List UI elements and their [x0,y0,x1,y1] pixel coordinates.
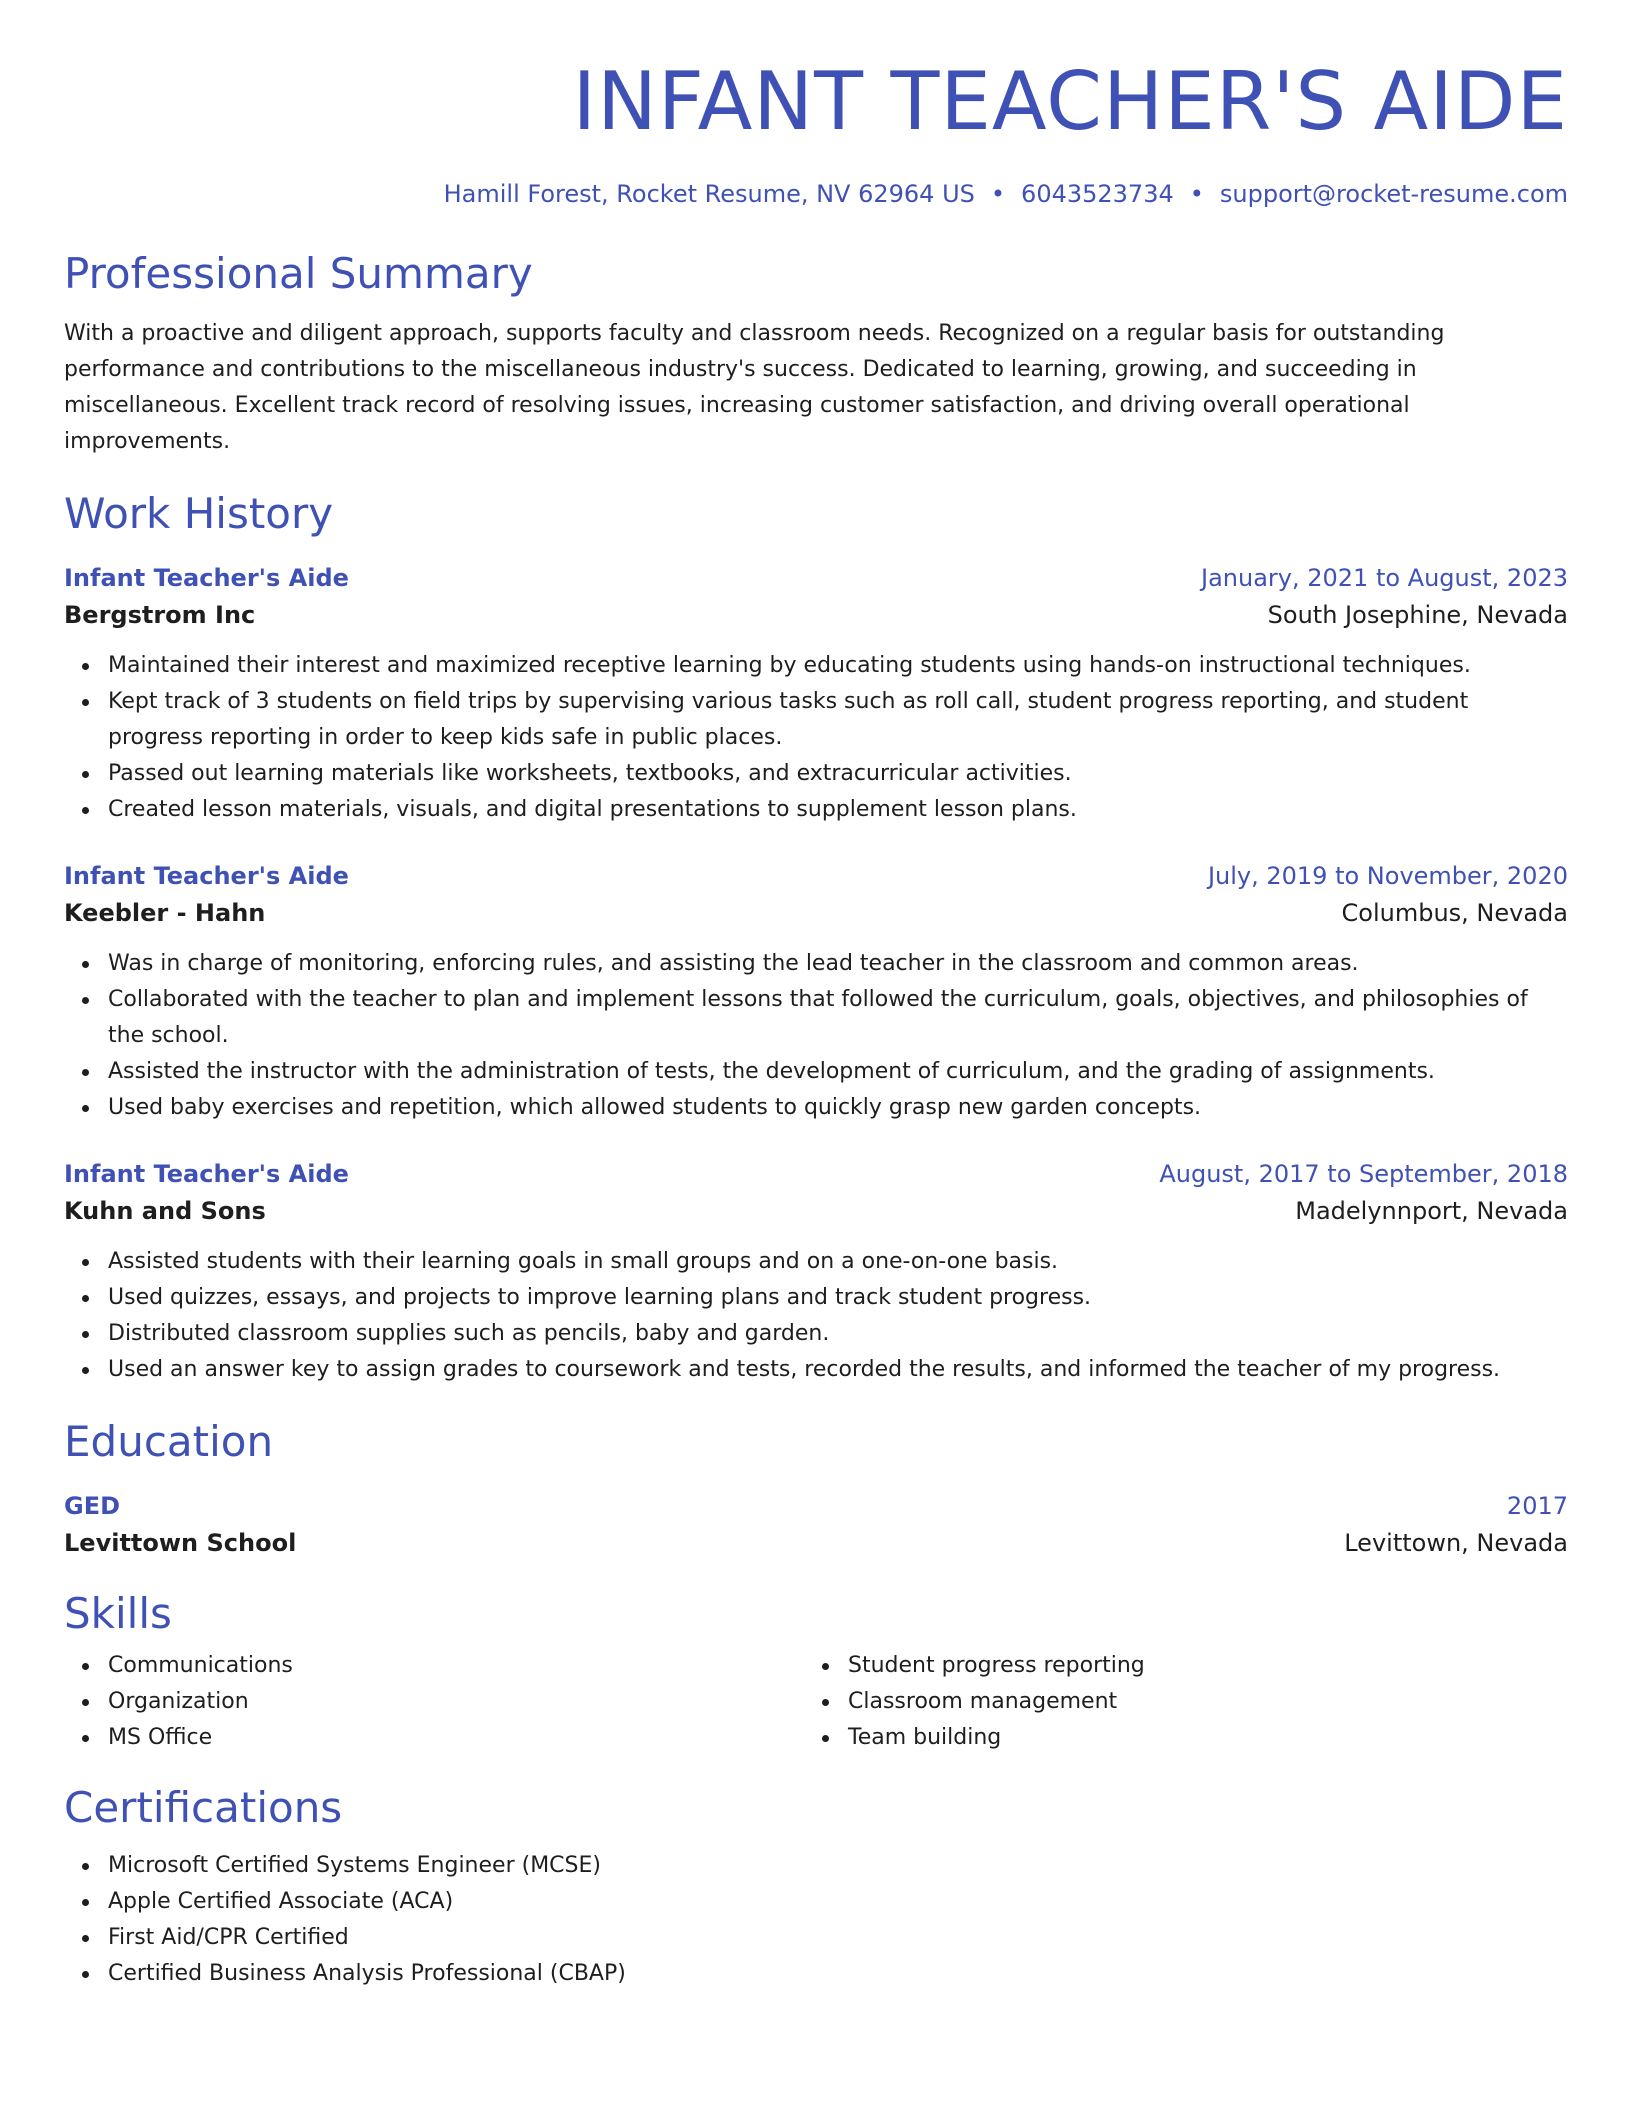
list-item: Used quizzes, essays, and projects to improve learning plans and track student progress. [108,1280,1568,1316]
contact-separator: • [990,180,1006,208]
skills-column-left [64,1648,804,1756]
job-header-row [64,858,1568,894]
contact-email[interactable]: support@rocket-resume.com [1219,180,1568,208]
job-company-row [64,1192,1568,1230]
job-company: Bergstrom Inc [64,601,256,629]
job-location: Columbus, Nevada [1341,899,1568,927]
skills-heading: Skills [64,1589,172,1638]
job-company-row [64,596,1568,634]
job-dates: July, 2019 to November, 2020 [1207,862,1568,890]
list-item: Used an answer key to assign grades to coursework and tests, recorded the results, and informed the teacher of my progress. [108,1352,1568,1388]
certifications-list [64,1848,1568,1992]
skills-grid [64,1648,1568,1756]
skills-column-right [804,1648,1544,1756]
list-item: Certified Business Analysis Professional (CBAP) [108,1956,1568,1992]
job-entry [64,560,1568,828]
list-item: Passed out learning materials like worksheets, textbooks, and extracurricular activities. [108,756,1568,792]
list-item: Student progress reporting [848,1648,1544,1684]
resume-name: INFANT TEACHER'S AIDE [572,55,1568,148]
summary-heading: Professional Summary [64,249,533,298]
job-dates: August, 2017 to September, 2018 [1159,1160,1568,1188]
job-bullets [64,1244,1568,1388]
contact-address: Hamill Forest, Rocket Resume, NV 62964 US [443,180,975,208]
list-item: Assisted students with their learning goals in small groups and on a one-on-one basis. [108,1244,1568,1280]
list-item: Created lesson materials, visuals, and digital presentations to supplement lesson plans. [108,792,1568,828]
summary-text: With a proactive and diligent approach, supports faculty and classroom needs. Recognized on a regular basis for outstanding performance and contributions to the miscellaneous industry's success. Dedicated to learning, growing, and succeeding in miscellaneous. Excellent track record of resolving issues, increasing customer satisfaction, and driving overall operational improvements. [64,321,1445,454]
list-item: Used baby exercises and repetition, which allowed students to quickly grasp new garden concepts. [108,1090,1568,1126]
list-item: Kept track of 3 students on field trips by supervising various tasks such as roll call, student progress reporting, and student progress reporting in order to keep kids safe in public places. [108,684,1568,756]
job-entry [64,1156,1568,1388]
job-bullets [64,648,1568,828]
job-location: South Josephine, Nevada [1267,601,1568,629]
job-bullets [64,946,1568,1126]
list-item: Assisted the instructor with the administration of tests, the development of curriculum, and the grading of assignments. [108,1054,1568,1090]
list-item: Collaborated with the teacher to plan and implement lessons that followed the curriculum, goals, objectives, and philosophies of the school. [108,982,1568,1054]
list-item: Was in charge of monitoring, enforcing rules, and assisting the lead teacher in the classroom and common areas. [108,946,1568,982]
list-item: Microsoft Certified Systems Engineer (MCSE) [108,1848,1568,1884]
skills-list [64,1648,804,1756]
education-school: Levittown School [64,1529,297,1557]
job-header-row [64,560,1568,596]
job-company: Kuhn and Sons [64,1197,266,1225]
certifications-heading: Certifications [64,1783,343,1832]
job-title: Infant Teacher's Aide [64,1160,349,1188]
job-company-row [64,894,1568,932]
contact-line [64,178,1568,210]
list-item: Classroom management [848,1684,1544,1720]
list-item: MS Office [108,1720,804,1756]
contact-separator: • [1189,180,1204,208]
education-school-row [64,1524,1568,1562]
list-item: Distributed classroom supplies such as pencils, baby and garden. [108,1316,1568,1352]
list-item: Apple Certified Associate (ACA) [108,1884,1568,1920]
job-header-row [64,1156,1568,1192]
job-company: Keebler - Hahn [64,899,266,927]
education-year: 2017 [1506,1492,1568,1520]
education-location: Levittown, Nevada [1344,1529,1568,1557]
job-title: Infant Teacher's Aide [64,862,349,890]
skills-list [804,1648,1544,1756]
education-degree: GED [64,1492,121,1520]
job-dates: January, 2021 to August, 2023 [1201,564,1568,592]
list-item: Maintained their interest and maximized receptive learning by educating students using hands-on instructional techniques. [108,648,1568,684]
education-heading: Education [64,1417,274,1466]
education-header-row [64,1488,1568,1524]
education-entry [64,1488,1568,1562]
job-entry [64,858,1568,1126]
job-location: Madelynnport, Nevada [1295,1197,1568,1225]
work-history-heading: Work History [64,489,334,538]
list-item: Communications [108,1648,804,1684]
list-item: First Aid/CPR Certified [108,1920,1568,1956]
list-item: Organization [108,1684,804,1720]
list-item: Team building [848,1720,1544,1756]
contact-phone: 6043523734 [1021,180,1174,208]
job-title: Infant Teacher's Aide [64,564,349,592]
